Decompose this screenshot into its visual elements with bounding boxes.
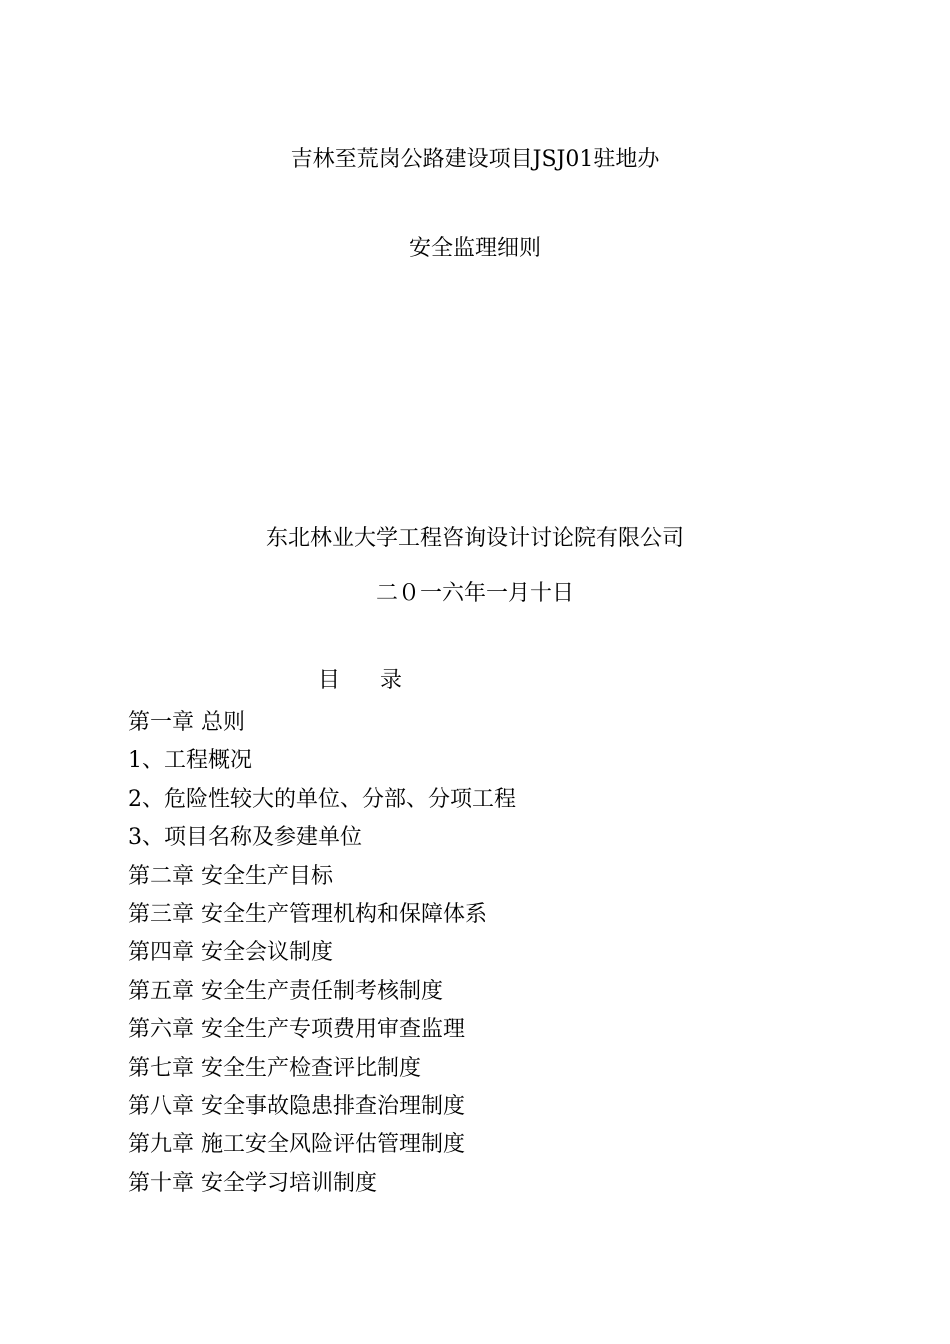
toc-list [128,704,516,1203]
toc-heading [318,666,402,696]
toc-item-chapter-9: 第九章 施工安全风险评估管理制度 [128,1132,465,1158]
toc-heading-part2: 录 [380,668,403,693]
toc-item-high-risk-works: 2、危险性较大的单位、分部、分项工程 [128,786,516,812]
toc-item-chapter-10: 第十章 安全学习培训制度 [128,1170,377,1196]
toc-item-chapter-7: 第七章 安全生产检查评比制度 [128,1055,421,1081]
toc-item-chapter-2: 第二章 安全生产目标 [128,863,333,889]
toc-item-project-overview: 1、工程概况 [128,748,252,774]
toc-item-chapter-1: 第一章 总则 [128,710,245,735]
document-date: 二０一六年一月十日 [375,581,574,606]
toc-item-chapter-8: 第八章 安全事故隐患排查治理制度 [128,1093,465,1119]
document-title: 安全监理细则 [408,236,541,261]
toc-item-chapter-4: 第四章 安全会议制度 [128,940,333,966]
toc-item-chapter-5: 第五章 安全生产责任制考核制度 [128,978,443,1004]
toc-heading-part1: 目 [318,668,341,693]
toc-item-chapter-3: 第三章 安全生产管理机构和保障体系 [128,901,487,927]
toc-item-chapter-6: 第六章 安全生产专项费用审查监理 [128,1017,465,1043]
company-name: 东北林业大学工程咨询设计讨论院有限公司 [265,526,684,551]
project-title: 吉林至荒岗公路建设项目JSJ01驻地办 [290,147,660,172]
toc-item-project-parties: 3、项目名称及参建单位 [128,825,362,851]
